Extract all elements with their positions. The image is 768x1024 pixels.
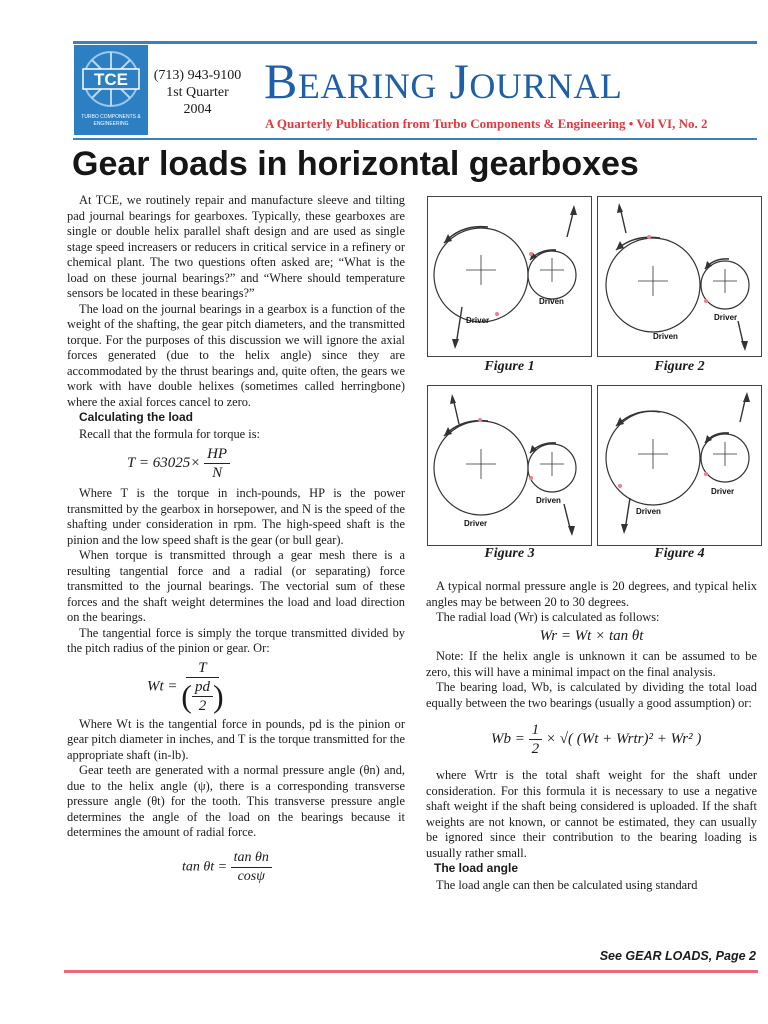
paragraph: The bearing load, Wb, is calculated by dividing the total load equally between the two bearings (usually a good assumption) or: bbox=[426, 680, 757, 710]
formula-denominator: cosψ bbox=[237, 868, 265, 884]
formula-fraction bbox=[231, 849, 272, 886]
formula-fraction bbox=[529, 721, 543, 758]
formula-rhs: × √( (Wt + Wrtr)² + Wr² ) bbox=[545, 730, 702, 747]
formula-numerator: T bbox=[186, 659, 218, 678]
figure-1-label-b: Driver bbox=[466, 316, 490, 325]
figure-3-label-a: Driven bbox=[536, 496, 561, 505]
left-paren: ( bbox=[181, 678, 192, 714]
formula-lhs: tan θt = bbox=[182, 859, 228, 875]
paragraph: At TCE, we routinely repair and manufacture sleeve and tilting pad journal bearings for gearboxes. Typically, these gearboxes are single or double helix parallel shaft design and are used as single stage speed increasers or reducers in critical service in a refinery or chemical plant. The two questions often asked are; “What is the load on these journal bearings?” and “Where should temperature sensors be located in these bearings?” bbox=[67, 193, 405, 300]
publication-subtitle: A Quarterly Publication from Turbo Components & Engineering • Vol VI, No. 2 bbox=[265, 116, 708, 131]
figure-2-label-b: Driven bbox=[653, 332, 678, 341]
figure-4 bbox=[597, 385, 762, 546]
formula-lhs: T = 63025× bbox=[127, 454, 201, 471]
paragraph: A typical normal pressure angle is 20 degrees, and typical helix angles may be between 20 to 30 degrees. bbox=[426, 579, 757, 609]
figure-grid bbox=[427, 196, 762, 568]
figure-1-caption: Figure 1 bbox=[484, 359, 535, 374]
formula-numerator: HP bbox=[204, 445, 230, 464]
formula-numerator: 1 bbox=[529, 721, 543, 740]
tce-logo bbox=[74, 45, 148, 135]
figure-4-label-b: Driven bbox=[636, 507, 661, 516]
paragraph: The load on the journal bearings in a gearbox is a function of the weight of the shafting, the gear pitch diameters, and the transmitted torque. For the purposes of this discussion we will ignore the axial forces generated (due to the helix angle) since they are accommodated by the thrust bearings and, quite often, the gears we work with have double helixes (sometimes called herringbone) where the axial forces cancel to zero. bbox=[67, 301, 405, 409]
section-heading-load-angle: The load angle bbox=[434, 861, 519, 875]
figure-4-label-a: Driver bbox=[711, 487, 735, 496]
right-column bbox=[426, 579, 757, 893]
logo-tagline-2: ENGINEERING bbox=[93, 121, 129, 127]
masthead-b: B bbox=[264, 53, 298, 109]
masthead-ournal: OURNAL bbox=[469, 66, 623, 106]
masthead-rule bbox=[73, 138, 757, 140]
formula-fraction bbox=[204, 445, 230, 482]
right-paren: ) bbox=[212, 678, 224, 714]
paragraph: Where T is the torque in inch-pounds, HP is the power transmitted by the gearbox in horsepower, and N is the speed of the shafting under consideration in rpm. The high-speed shaft is the pinion and the low speed shaft is the gear (or bull gear). bbox=[67, 486, 405, 547]
continued-reference: See GEAR LOADS, Page 2 bbox=[599, 949, 756, 963]
formula-denominator bbox=[181, 678, 223, 715]
inner-denominator: 2 bbox=[198, 697, 207, 714]
paragraph: The radial load (Wr) is calculated as follows: bbox=[436, 610, 660, 624]
bottom-rule bbox=[64, 970, 758, 973]
figure-2-caption: Figure 2 bbox=[654, 359, 705, 374]
top-rule bbox=[73, 41, 757, 44]
paragraph: Recall that the formula for torque is: bbox=[79, 426, 260, 441]
formula-lhs: Wb = bbox=[491, 730, 525, 747]
formula-denominator: N bbox=[212, 465, 223, 481]
figure-1 bbox=[427, 196, 592, 357]
paragraph: When torque is transmitted through a gear mesh there is a resulting tangential force and a radial (or separating) force transmitted to the journal bearings. The vectorial sum of these forces and the shaft weight determines the load and load direction on the bearings. bbox=[67, 548, 405, 624]
figure-2 bbox=[597, 196, 762, 357]
paragraph: Note: If the helix angle is unknown it can be assumed to be zero, this will have a minimal impact on the final analysis. bbox=[426, 649, 757, 679]
contact-block bbox=[150, 67, 245, 118]
logo-text: TCE bbox=[94, 70, 128, 89]
section-heading-calculating: Calculating the load bbox=[79, 410, 194, 424]
issue-quarter: 1st Quarter bbox=[166, 85, 229, 100]
formula-fraction bbox=[181, 659, 223, 715]
pressure-angle-formula bbox=[182, 849, 405, 886]
phone-number: (713) 943-9100 bbox=[153, 68, 242, 83]
figure-3-caption: Figure 3 bbox=[484, 546, 535, 561]
paragraph: Gear teeth are generated with a normal pressure angle (θn) and, due to the helix angle (ψ), there is a corresponding transverse pressure angle (θt) for the tooth. This transverse pressure angle determines the angle of the load on the bearings because it determines the amount of radial force. bbox=[67, 763, 405, 839]
radial-load-formula: Wr = Wt × tan θt bbox=[539, 627, 644, 644]
masthead-j: J bbox=[449, 53, 470, 109]
torque-formula bbox=[127, 445, 405, 482]
paragraph: where Wrtr is the total shaft weight for the shaft under consideration. For this formula it is necessary to use a negative shaft weight if the shaft being considered is uploaded. If the shaft weights are not known, or cannot be estimated, they can usually be ignored since their contribution to the bearing loading is usually rather small. bbox=[426, 768, 757, 860]
tce-logo-graphic bbox=[74, 45, 148, 135]
inner-fraction bbox=[192, 678, 213, 715]
paragraph: The load angle can then be calculated using standard bbox=[436, 877, 698, 892]
masthead-title bbox=[264, 53, 754, 114]
inner-numerator: pd bbox=[192, 678, 213, 697]
masthead-earing: EARING bbox=[297, 66, 437, 106]
formula-denominator: 2 bbox=[531, 741, 540, 757]
figure-4-caption: Figure 4 bbox=[654, 546, 705, 561]
article-headline: Gear loads in horizontal gearboxes bbox=[72, 145, 639, 183]
figure-3 bbox=[427, 385, 592, 546]
paragraph: Where Wt is the tangential force in pounds, pd is the pinion or gear pitch diameter in inches, and T is the torque transmitted for the appropriate shaft (in-lb). bbox=[67, 716, 405, 762]
figure-2-label-a: Driver bbox=[714, 313, 738, 322]
figure-3-label-b: Driver bbox=[464, 519, 488, 528]
paragraph: The tangential force is simply the torque transmitted divided by the pitch radius of the pinion or gear. Or: bbox=[67, 625, 405, 655]
figure-1-label-a: Driven bbox=[539, 297, 564, 306]
formula-lhs: Wt = bbox=[147, 677, 178, 694]
tangential-force-formula bbox=[147, 659, 405, 715]
left-column bbox=[67, 193, 405, 886]
issue-year: 2004 bbox=[183, 102, 212, 117]
bearing-load-formula bbox=[491, 721, 757, 758]
logo-tagline-1: TURBO COMPONENTS & bbox=[81, 114, 141, 120]
formula-numerator: tan θn bbox=[231, 849, 272, 868]
